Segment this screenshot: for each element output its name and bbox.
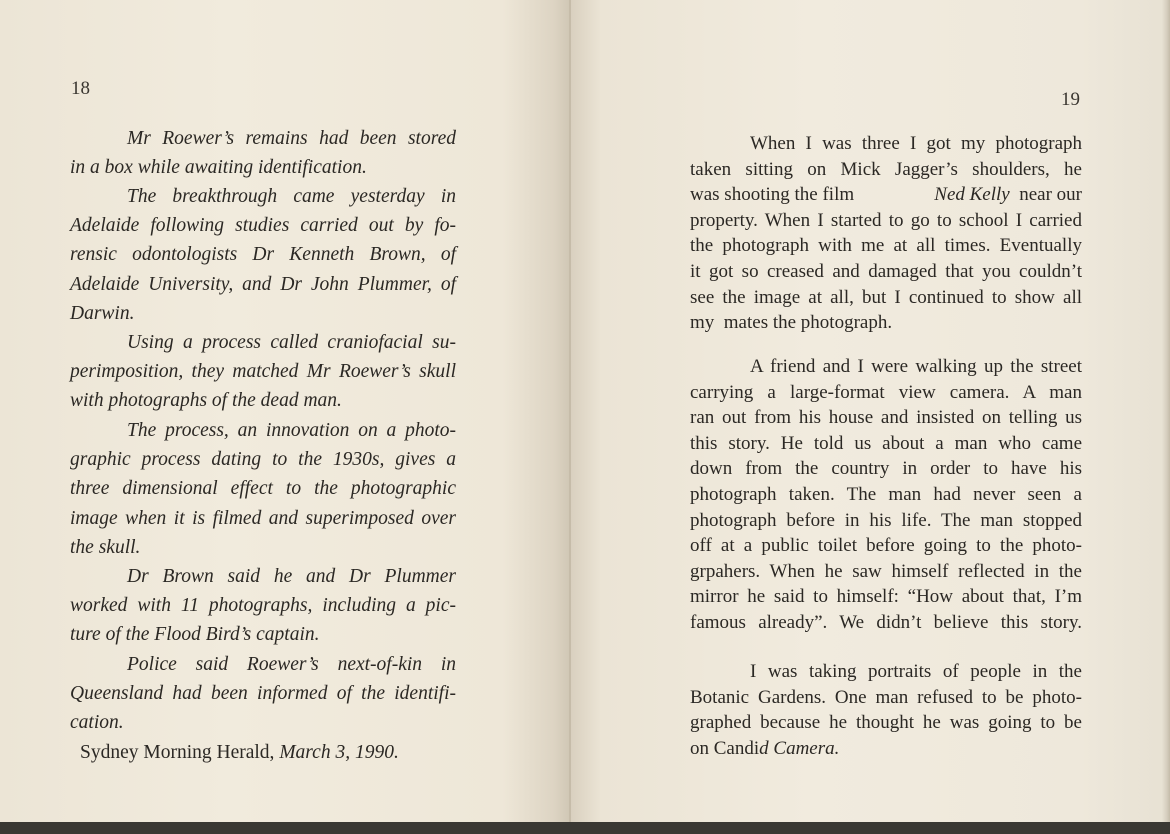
left-paragraph-5: [70, 562, 456, 650]
text-line: taken sitting on Mick Jagger’s shoulders, he: [690, 158, 1082, 180]
left-paragraph-1: [70, 124, 456, 182]
text-line: Mr Roewer’s remains had been stored: [127, 128, 456, 149]
text-segment: on Candi: [690, 737, 760, 759]
text-line: down from the country in order to have his: [690, 458, 1082, 480]
text-line: Using a process called craniofacial su-: [127, 332, 456, 353]
text-segment: was shooting the film: [690, 184, 859, 206]
text-line: The breakthrough came yesterday in: [127, 186, 456, 207]
text-segment: near our: [1009, 184, 1082, 206]
text-line: ran out from his house and insisted on telling us: [690, 407, 1082, 429]
text-line: Adelaide following studies carried out by fo-: [70, 215, 456, 237]
text-line: famous already”. We didn’t believe this story.: [690, 611, 1082, 633]
text-line: this story. He told us about a man who came: [690, 432, 1082, 454]
left-paragraph-6: [70, 650, 456, 738]
text-line: rensic odontologists Dr Kenneth Brown, of: [70, 244, 456, 266]
text-line: it got so creased and damaged that you couldn’t: [690, 260, 1082, 282]
left-paragraph-2: [70, 182, 456, 328]
text-line: [690, 736, 1082, 762]
attribution-date: March 3, 1990.: [279, 742, 399, 763]
attribution: [80, 738, 399, 767]
text-line: off at a public toilet before going to the photo-: [690, 535, 1082, 557]
text-line: When I was three I got my photograph: [750, 133, 1082, 154]
attribution-source: Sydney Morning Herald,: [80, 742, 275, 763]
text-line: [690, 182, 1082, 208]
text-line: A friend and I were walking up the street: [750, 356, 1082, 377]
text-line: Darwin.: [70, 302, 135, 324]
film-title: Ned Kelly: [934, 184, 1010, 206]
right-paragraph-2: [690, 354, 1082, 636]
text-line: graphic process dating to the 1930s, gives a: [70, 449, 456, 471]
text-line: The process, an innovation on a photo-: [127, 420, 456, 441]
text-line: the photograph with me at all times. Eventually: [690, 235, 1082, 257]
text-line: carrying a large-format view camera. A man: [690, 381, 1082, 403]
page-number-left: 18: [71, 78, 90, 99]
text-line: see the image at all, but I continued to show all: [690, 286, 1082, 308]
text-line: the skull.: [70, 536, 141, 558]
text-line: Botanic Gardens. One man refused to be photo-: [690, 686, 1082, 708]
left-paragraph-3: [70, 328, 456, 416]
right-paragraph-1: [690, 131, 1082, 336]
text-line: photograph before in his life. The man stopped: [690, 509, 1082, 531]
text-line: image when it is filmed and superimposed over: [70, 507, 456, 529]
text-line: my mates the photograph.: [690, 312, 893, 334]
text-line: worked with 11 photographs, including a pic-: [70, 595, 456, 617]
text-line: mirror he said to himself: “How about that, I’m: [690, 586, 1082, 608]
text-line: ture of the Flood Bird’s captain.: [70, 624, 320, 646]
scan-bottom-edge: [0, 822, 1170, 834]
text-line: Queensland had been informed of the identifi-: [70, 683, 456, 705]
left-paragraph-4: [70, 416, 456, 562]
page-number-right: 19: [1061, 89, 1080, 110]
right-paragraph-3: [690, 659, 1082, 761]
show-title: d Camera.: [759, 737, 840, 759]
text-line: perimposition, they matched Mr Roewer’s skull: [70, 361, 456, 383]
text-line: in a box while awaiting identification.: [70, 157, 367, 179]
text-line: property. When I started to go to school I carried: [690, 209, 1082, 231]
text-line: Dr Brown said he and Dr Plummer: [127, 566, 456, 587]
text-line: Police said Roewer’s next-of-kin in: [127, 654, 456, 675]
text-line: Adelaide University, and Dr John Plummer, of: [70, 273, 456, 295]
text-line: grpahers. When he saw himself reflected in the: [690, 560, 1082, 582]
text-line: with photographs of the dead man.: [70, 390, 342, 412]
page-edge: [1162, 0, 1170, 826]
text-line: cation.: [70, 712, 124, 734]
text-line: photograph taken. The man had never seen a: [690, 483, 1082, 505]
left-page: [0, 0, 571, 826]
text-line: I was taking portraits of people in the: [750, 661, 1082, 682]
text-line: three dimensional effect to the photographic: [70, 478, 456, 500]
text-line: graphed because he thought he was going to be: [690, 712, 1082, 734]
